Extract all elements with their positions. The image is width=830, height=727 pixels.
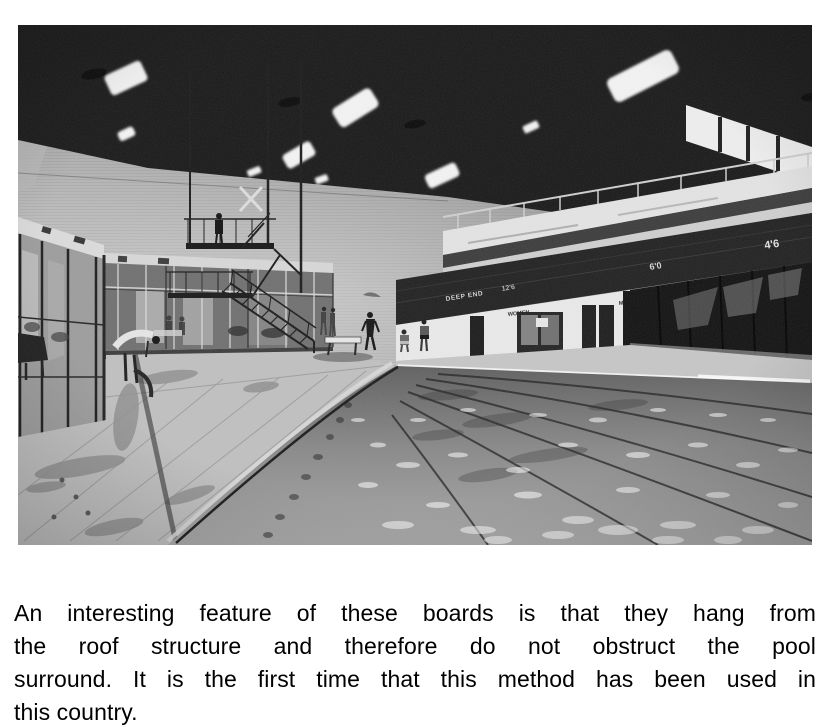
caption-line: this country. bbox=[14, 699, 138, 725]
pool-photo-illustration bbox=[18, 25, 812, 545]
photo-caption bbox=[14, 597, 816, 727]
caption-line: the roof structure and therefore do not obstruct the pool bbox=[14, 633, 816, 659]
caption-line: surround. It is the first time that this method has been used in bbox=[14, 666, 816, 692]
pool-photograph bbox=[18, 25, 812, 545]
vignette-overlay bbox=[18, 25, 812, 545]
caption-line: An interesting feature of these boards is that they hang from bbox=[14, 600, 816, 626]
